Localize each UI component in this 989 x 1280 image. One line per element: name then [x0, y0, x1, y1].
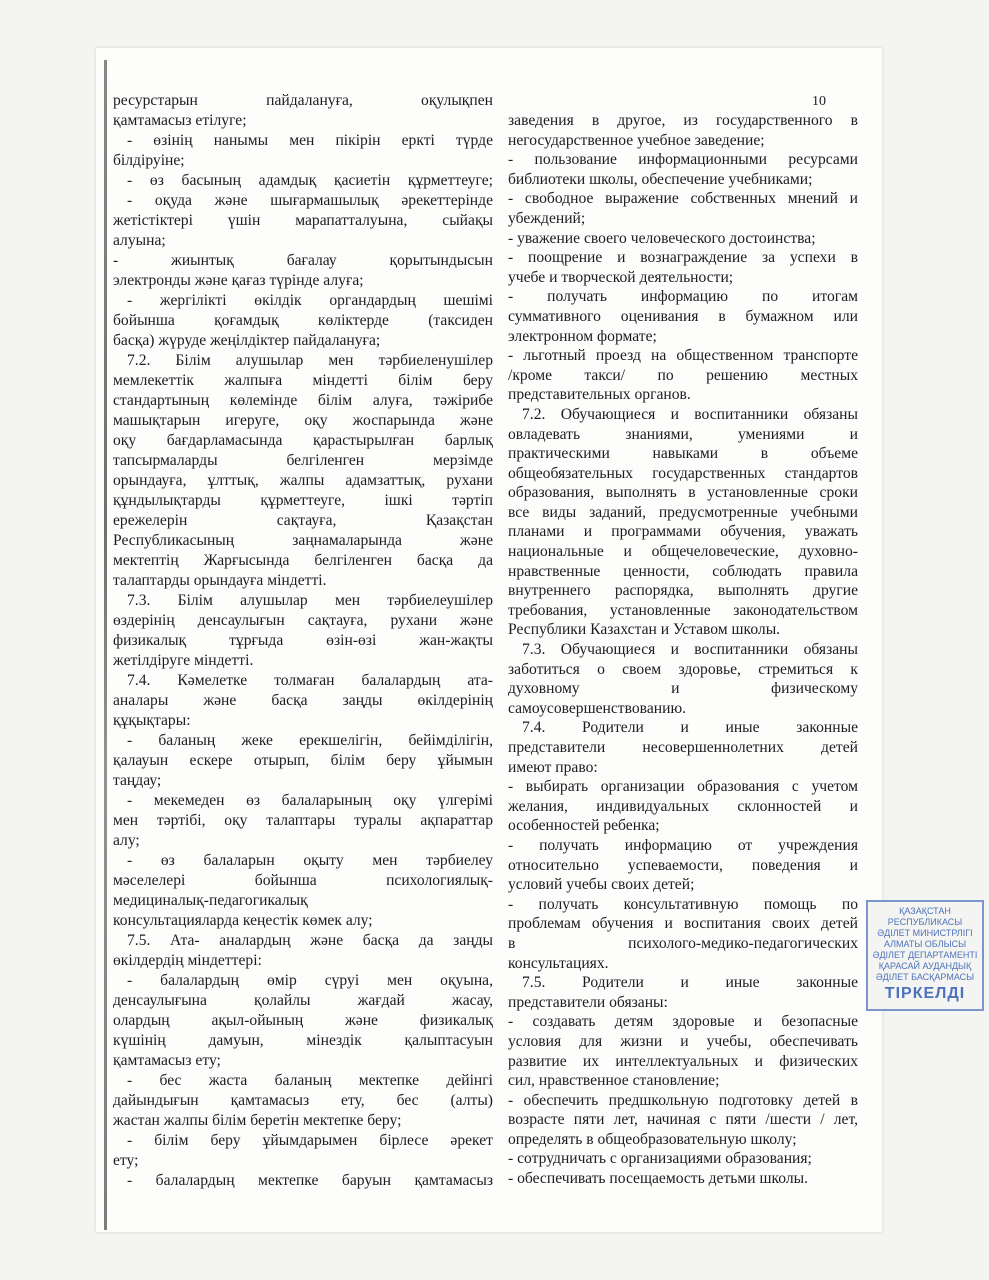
text-line: учебе и творческой деятельности;: [508, 268, 734, 286]
text-line: - оқуда және шығармашылық әрекеттерінде: [127, 192, 493, 209]
text-line: - бес жаста баланың мектепке дейінгі: [127, 1072, 493, 1089]
text-line: - өзінің нанымы мен пікірін еркті түрде: [127, 132, 493, 149]
text-line: консультацияларда кеңестік көмек алу;: [113, 912, 373, 929]
text-line: желания, индивидуальных склонностей и: [508, 797, 858, 815]
right-column-russian: [508, 111, 858, 1189]
text-line: күшінің дамуын, мінездік қалыптасуын: [113, 1032, 493, 1049]
text-line: сил, нравственное становление;: [508, 1072, 720, 1090]
text-line: проблемам обучения и воспитания своих детей: [508, 915, 858, 933]
text-line: библиотеки школы, обеспечение учебниками;: [508, 170, 813, 188]
text-line: - жергілікті өкілдік органдардың шешімі: [127, 292, 493, 309]
text-line: Республики Казахстан и Уставом школы.: [508, 621, 781, 639]
text-line: - получать консультативную помощь по: [508, 895, 858, 913]
text-line: 7.2. Обучающиеся и воспитанники обязаны: [522, 405, 858, 423]
text-line: общеобязательных государственных стандартов: [508, 464, 858, 482]
text-line: жетілдіруге міндетті.: [113, 652, 254, 669]
text-line: мәселелері бойынша психологиялық-: [113, 872, 493, 889]
text-line: 7.2. Білім алушылар мен тәрбиеленушілер: [127, 352, 493, 369]
text-line: 7.4. Кәмелетке толмаған балалардың ата-: [127, 672, 493, 689]
text-line: /кроме такси/ по решению местных: [508, 366, 858, 384]
text-line: - білім беру ұйымдарымен бірлесе әрекет: [127, 1132, 493, 1149]
text-line: дайындығын қамтамасыз ету, бес (алты): [113, 1092, 493, 1109]
text-line: мен тәртібі, оқу талаптары туралы ақпараттар: [113, 812, 493, 829]
text-line: мемлекеттік жалпыға міндетті білім беру: [113, 372, 493, 389]
text-line: ету;: [113, 1152, 139, 1169]
page-number: 10: [812, 94, 826, 109]
text-line: оқу бағдарламасында қарастырылған барлық: [113, 432, 493, 449]
text-line: ресурстарын пайдалануға, оқулықпен: [113, 92, 493, 109]
text-line: убеждений;: [508, 209, 586, 227]
text-line: таңдау;: [113, 772, 162, 789]
text-line: бойынша қоғамдық көліктерде (таксиден: [113, 312, 493, 329]
text-line: - өз балаларын оқыту мен тәрбиелеу: [127, 852, 493, 869]
text-line: относительно успеваемости, поведения и: [508, 856, 858, 874]
text-line: 7.3. Обучающиеся и воспитанники обязаны: [522, 641, 858, 659]
text-line: условий учебы своих детей;: [508, 876, 695, 894]
text-line: 7.5. Ата- аналардың және басқа да заңды: [127, 932, 493, 949]
text-line: - поощрение и вознаграждение за успехи в: [508, 249, 858, 267]
text-line: представители несовершеннолетних детей: [508, 739, 858, 756]
stamp-word: ТІРКЕЛДІ: [884, 985, 966, 1002]
text-line: суммативного оценивания в бумажном или: [508, 307, 858, 325]
text-line: - создавать детям здоровые и безопасные: [508, 1013, 858, 1031]
text-line: образования, выполнять в установленные сроки: [508, 484, 858, 502]
text-line: - сотрудничать с организациями образования;: [508, 1150, 812, 1168]
stamp-line: ҚАЗАҚСТАН РЕСПУБЛИКАСЫ: [887, 906, 963, 927]
text-line: - балалардың өмір сүруі мен оқуына,: [127, 972, 493, 989]
text-line: внутреннего распорядка, выполнять другие: [508, 582, 858, 600]
text-line: заботиться о своем здоровье, стремиться к: [508, 660, 858, 678]
text-line: требования, установленные законодательством: [508, 601, 858, 619]
text-line: қалауын ескере отырып, білім беру ұйымын: [113, 752, 493, 769]
stamp-line: ҚАРАСАЙ АУДАНДЫҚ ӘДІЛЕТ БАСҚАРМАСЫ: [875, 961, 975, 982]
text-line: заведения в другое, из государственного в: [508, 112, 858, 129]
text-line: жастан жалпы білім беретін мектепке беру;: [113, 1112, 402, 1129]
text-line: аналары және басқа заңды өкілдерінің: [113, 692, 493, 709]
text-line: особенностей ребенка;: [508, 817, 660, 835]
text-line: стандартының көлемінде білім алуға, тәжірибе: [113, 392, 493, 409]
text-line: - балалардың мектепке баруын қамтамасыз: [127, 1172, 493, 1189]
text-line: - баланың жеке ерекшелігін, бейімділігін,: [127, 732, 493, 749]
text-line: тапсырмаларды белгіленген мерзімде: [113, 452, 493, 469]
text-line: - свободное выражение собственных мнений и: [508, 190, 858, 208]
text-line: самоусовершенствованию.: [508, 699, 686, 717]
text-line: 7.4. Родители и иные законные: [522, 719, 858, 737]
stamp-line: АЛМАТЫ ОБЛЫСЫ ӘДІЛЕТ ДЕПАРТАМЕНТІ: [872, 939, 978, 960]
text-line: қамтамасыз етілуге;: [113, 112, 247, 129]
registration-stamp: [866, 900, 984, 1011]
text-line: имеют право:: [508, 758, 598, 776]
text-line: духовному и физическому: [508, 680, 858, 698]
text-line: - мекемеден өз балаларының оқу үлгерімі: [127, 792, 493, 809]
text-line: талаптарды орындауға міндетті.: [113, 572, 327, 589]
text-line: қамтамасыз ету;: [113, 1052, 221, 1069]
text-line: физикалық тұрғыда өзін-өзі жан-жақты: [113, 632, 493, 649]
text-line: басқа) жүруде жеңілдіктер пайдалануға;: [113, 332, 381, 349]
stamp-line: ӘДІЛЕТ МИНИСТРЛІГІ: [877, 928, 973, 938]
text-line: алу;: [113, 832, 140, 849]
text-line: 7.5. Родители и иные законные: [522, 974, 858, 992]
binding-edge: [104, 60, 107, 1230]
text-line: планами и программами обучения, уважать: [508, 523, 858, 541]
text-line: машықтарын игеруге, оқу жоспарында және: [113, 412, 493, 429]
text-line: овладевать знаниями, умениями и: [508, 425, 858, 443]
text-line: өкілдердің міндеттері:: [113, 952, 262, 969]
text-line: условия для жизни и учебы, обеспечивать: [508, 1032, 858, 1050]
text-line: практическими навыками в объеме: [508, 445, 858, 463]
text-line: алуына;: [113, 232, 166, 249]
text-line: - уважение своего человеческого достоинства;: [508, 229, 816, 247]
text-line: - пользование информационными ресурсами: [508, 151, 858, 169]
text-line: негосударственное учебное заведение;: [508, 131, 765, 149]
text-line: құқықтары:: [113, 712, 191, 729]
text-line: - өз басының адамдық қасиетін құрметтеуге;: [127, 172, 493, 189]
text-line: - обеспечивать посещаемость детьми школы.: [508, 1170, 809, 1188]
text-line: - выбирать организации образования с учетом: [508, 778, 858, 796]
text-line: определять в общеобразовательную школу;: [508, 1130, 797, 1148]
text-line: ережелерін сақтауға, Қазақстан: [113, 512, 493, 529]
text-line: орындауға, ұлттық, жалпы адамзаттық, рухани: [113, 472, 493, 489]
text-line: представители обязаны:: [508, 993, 668, 1011]
text-line: олардың ақыл-ойының және физикалық: [113, 1012, 493, 1029]
text-line: все виды заданий, предусмотренные учебными: [508, 503, 858, 521]
text-line: электронды және қағаз түрінде алуға;: [113, 272, 364, 289]
text-line: мектептің Жарғысында белгіленген басқа да: [113, 552, 493, 569]
text-line: развитие их интеллектуальных и физических: [508, 1052, 858, 1070]
text-line: нравственные ценности, соблюдать правила: [508, 562, 858, 580]
text-line: национальные и общечеловеческие, духовно-: [508, 543, 858, 561]
text-line: денсаулығына қолайлы жағдай жасау,: [113, 992, 493, 1009]
text-line: Республикасының заңнамаларында және: [113, 532, 493, 549]
text-line: жетістіктері үшін марапатталуына, сыйақы: [113, 212, 493, 229]
text-line: 7.3. Білім алушылар мен тәрбиелеушілер: [127, 592, 493, 609]
text-line: электронном формате;: [508, 327, 657, 345]
text-line: представительных органов.: [508, 386, 691, 404]
text-line: - получать информацию от учреждения: [508, 836, 858, 854]
text-line: в психолого-медико-педагогических: [508, 934, 858, 952]
left-column-kazakh: [113, 91, 493, 1191]
text-line: - обеспечить предшкольную подготовку детей в: [508, 1091, 858, 1109]
text-line: консультациях.: [508, 954, 609, 972]
text-line: - получать информацию по итогам: [508, 288, 858, 306]
text-line: - льготный проезд на общественном транспорте: [508, 347, 858, 365]
text-line: - жиынтық бағалау қорытындысын: [113, 252, 493, 269]
text-line: өздерінің денсаулығын сақтауға, рухани және: [113, 612, 493, 629]
text-line: медициналық-педагогикалық: [113, 892, 308, 909]
text-line: возрасте пяти лет, начиная с пяти /шести / лет,: [508, 1111, 858, 1129]
text-line: білдіруіне;: [113, 152, 185, 169]
text-line: құндылықтарды құрметтеуге, ішкі тәртіп: [113, 492, 493, 509]
